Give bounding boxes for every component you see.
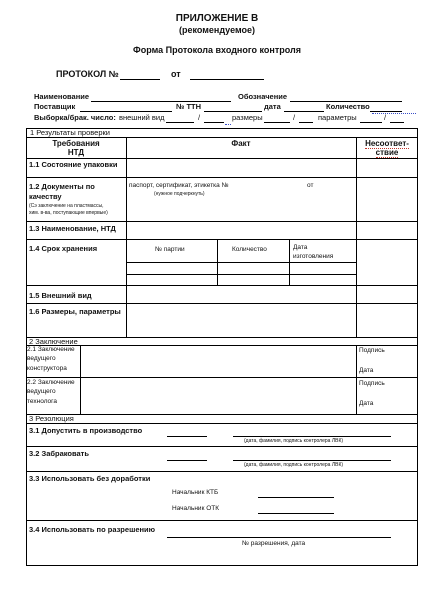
row-1-2-label-a: 1.2 Документы по	[29, 182, 95, 191]
row-border	[26, 177, 418, 178]
col-ntd-header-1: Требования	[52, 139, 100, 148]
section2-title: 2 Заключение	[29, 337, 78, 346]
storage-subrow-border	[126, 274, 356, 275]
quantity-underline-marker	[372, 113, 416, 114]
params-line[interactable]	[360, 122, 382, 123]
col-divider-1	[126, 137, 127, 337]
col-fact-header: Факт	[231, 139, 251, 148]
col-ntd-header-2: НТД	[67, 148, 85, 157]
col-divider-2	[356, 137, 357, 337]
date-sub-label-1: Дата	[293, 244, 308, 251]
row-border	[26, 423, 418, 424]
s2-r1-b: ведущего	[27, 355, 56, 362]
row-border	[26, 377, 418, 378]
sizes-line-2[interactable]	[299, 122, 313, 123]
s3-r1-line-1[interactable]	[167, 436, 207, 437]
otk-line[interactable]	[258, 513, 334, 514]
otk-label: Начальник ОТК	[172, 505, 220, 512]
row-border	[26, 221, 418, 222]
row-1-2-label-b: качеству	[29, 192, 62, 201]
docs-note: (нужное подчеркнуть)	[154, 191, 205, 197]
protocol-from-label: от	[171, 69, 181, 79]
s3-r1-line-2[interactable]	[233, 436, 391, 437]
s3-r4-caption: № разрешения, дата	[242, 540, 306, 547]
sizes-label: размеры	[232, 113, 263, 122]
sizes-slash: /	[293, 113, 296, 122]
batch-label: № партии	[155, 246, 185, 253]
s3-r4-label: 3.4 Использовать по разрешению	[29, 525, 156, 534]
section1-title-border	[26, 137, 418, 138]
row-1-5-label: 1.5 Внешний вид	[29, 291, 92, 300]
s2-r1-a: 2.1 Заключение	[27, 346, 75, 353]
row-1-2-note-2: хим. в-ва, поступающие впервые)	[29, 210, 108, 216]
row-border	[26, 303, 418, 304]
s2-r2-date: Дата	[359, 400, 374, 407]
row-border	[26, 158, 418, 159]
protocol-date-line[interactable]	[190, 79, 264, 80]
external-line-2[interactable]	[204, 122, 224, 123]
qty-sub-label: Количество	[232, 246, 267, 253]
s2-r1-sign: Подпись	[359, 347, 385, 354]
sizes-comma-marker	[225, 124, 231, 125]
sample-label: Выборка/брак. число:	[34, 113, 116, 122]
row-1-1-label: 1.1 Состояние упаковки	[29, 160, 118, 169]
row-border	[26, 285, 418, 286]
col-mismatch-header-1: Несоответ-	[365, 139, 409, 148]
form-title: Форма Протокола входного контроля	[133, 45, 301, 55]
params-slash: /	[384, 113, 387, 122]
s3-r1-label: 3.1 Допустить в производство	[29, 426, 143, 435]
row-border	[26, 345, 418, 346]
supplier-label: Поставщик	[34, 102, 76, 111]
quantity-line[interactable]	[370, 111, 402, 112]
row-border	[26, 239, 418, 240]
section2-divider-1	[80, 345, 81, 414]
protocol-label: ПРОТОКОЛ №	[56, 69, 119, 79]
params-line-2[interactable]	[390, 122, 404, 123]
external-label: внешний вид	[119, 113, 165, 122]
s3-r4-line[interactable]	[167, 537, 391, 538]
storage-subrow-border	[126, 262, 356, 263]
date-line[interactable]	[284, 111, 324, 112]
date-sub-label-2: изготовления	[293, 253, 334, 260]
row-1-3-label: 1.3 Наименование, НТД	[29, 224, 116, 233]
recommended-subtitle: (рекомендуемое)	[179, 25, 255, 35]
s2-r1-c: конструктора	[27, 365, 67, 372]
ttn-label: № ТТН	[176, 102, 202, 111]
row-1-6-label: 1.6 Размеры, параметры	[29, 307, 121, 316]
s2-r2-a: 2.2 Заключение	[27, 379, 75, 386]
section2-divider-2	[356, 345, 357, 414]
row-border	[26, 414, 418, 415]
s3-r1-caption: (дата, фамилия, подпись контролера ЛВК)	[244, 438, 344, 444]
s3-r2-caption: (дата, фамилия, подпись контролера ЛВК)	[244, 462, 344, 468]
row-border	[26, 520, 418, 521]
s3-r2-line-2[interactable]	[233, 460, 391, 461]
s3-r3-label: 3.3 Использовать без доработки	[29, 474, 151, 483]
external-slash: /	[198, 113, 201, 122]
section3-title: 3 Резолюция	[29, 414, 74, 423]
quantity-label: Количество	[326, 102, 370, 111]
s2-r1-date: Дата	[359, 367, 374, 374]
s2-r2-b: ведущего	[27, 388, 56, 395]
date-label: дата	[264, 102, 281, 111]
external-line[interactable]	[166, 122, 194, 123]
s3-r2-line-1[interactable]	[167, 460, 207, 461]
name-line[interactable]	[91, 101, 231, 102]
row-1-4-label: 1.4 Срок хранения	[29, 244, 98, 253]
designation-label: Обозначение	[238, 92, 288, 101]
ktb-label: Начальник КТБ	[172, 489, 219, 496]
col-mismatch-header-2: ствие	[375, 148, 399, 157]
supplier-line[interactable]	[80, 111, 172, 112]
ktb-line[interactable]	[258, 497, 334, 498]
params-label: параметры	[318, 113, 357, 122]
s3-r2-label: 3.2 Забраковать	[29, 449, 89, 458]
name-label: Наименование	[34, 92, 90, 101]
docs-text: паспорт, сертификат, этикетка №	[129, 182, 229, 189]
row-border	[26, 446, 418, 447]
s2-r2-c: технолога	[27, 398, 58, 405]
section1-title: 1 Результаты проверки	[30, 128, 110, 137]
appendix-title: ПРИЛОЖЕНИЕ В	[175, 13, 259, 24]
docs-from: от	[307, 182, 314, 189]
row-1-2-note-1: (Сэ заключение на пластмассы,	[29, 203, 104, 209]
row-border	[26, 471, 418, 472]
protocol-number-line[interactable]	[120, 79, 160, 80]
sizes-line[interactable]	[264, 122, 290, 123]
s2-r2-sign: Подпись	[359, 380, 385, 387]
row-border	[26, 337, 418, 338]
ttn-line[interactable]	[204, 111, 262, 112]
